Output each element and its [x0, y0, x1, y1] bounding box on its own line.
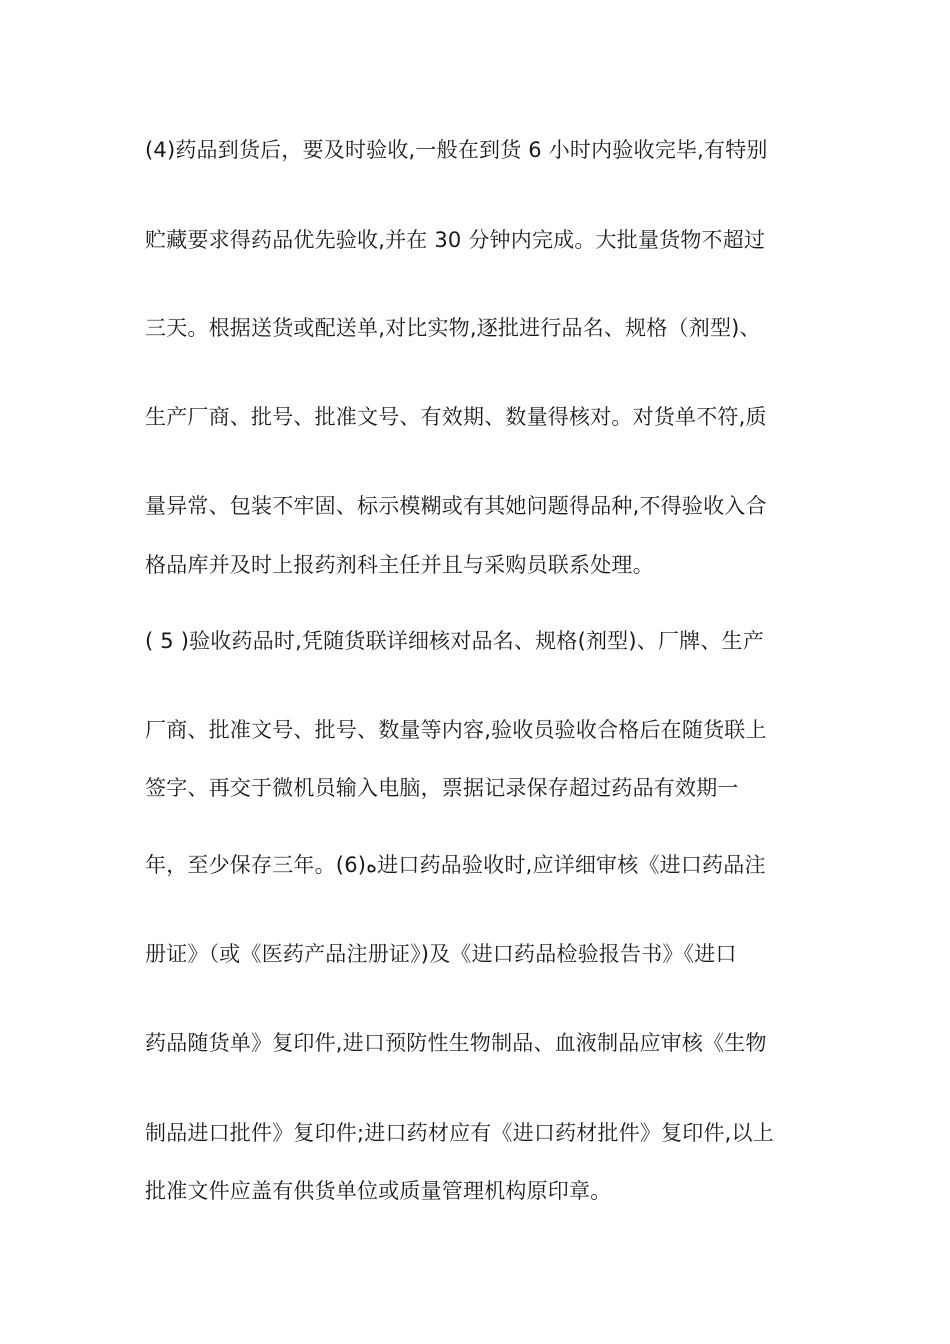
text-line-14: 批准文件应盖有供货单位或质量管理机构原印章。 — [145, 1179, 612, 1203]
text-line-8: 厂商、批准文号、批号、数量等内容,验收员验收合格后在随货联上 — [145, 718, 767, 742]
text-line-6: 格品库并及时上报药剂科主任并且与采购员联系处理。 — [145, 553, 654, 577]
text-line-7: ( 5 )验收药品时,凭随货联详细核对品名、规格(剂型)、厂牌、生产 — [145, 629, 764, 653]
text-line-5: 量异常、包装不牢固、标示模糊或有其她问题得品种,不得验收入合 — [145, 494, 767, 518]
text-line-9: 签字、再交于微机员输入电脑，票据记录保存超过药品有效期一 — [145, 776, 739, 800]
text-line-4: 生产厂商、批号、批准文号、有效期、数量得核对。对货单不符,质 — [145, 405, 767, 429]
text-line-2: 贮藏要求得药品优先验收,并在 30 分钟内完成。大批量货物不超过 — [145, 228, 766, 252]
text-line-3: 三天。根据送货或配送单,对比实物,逐批进行品名、规格（剂型)、 — [145, 316, 761, 340]
text-line-11: 册证》（或《医药产品注册证》)及《进口药品检验报告书》《进口 — [145, 942, 737, 966]
text-line-12: 药品随货单》复印件,进口预防性生物制品、血液制品应审核《生物 — [145, 1031, 767, 1055]
text-line-13: 制品进口批件》复印件;进口药材应有《进口药材批件》复印件,以上 — [145, 1121, 774, 1145]
text-line-1: (4)药品到货后，要及时验收,一般在到货 6 小时内验收完毕,有特别 — [145, 138, 768, 162]
text-line-10: 年，至少保存三年。(6)ﻩ进口药品验收时,应详细审核《进口药品注 — [145, 853, 766, 877]
